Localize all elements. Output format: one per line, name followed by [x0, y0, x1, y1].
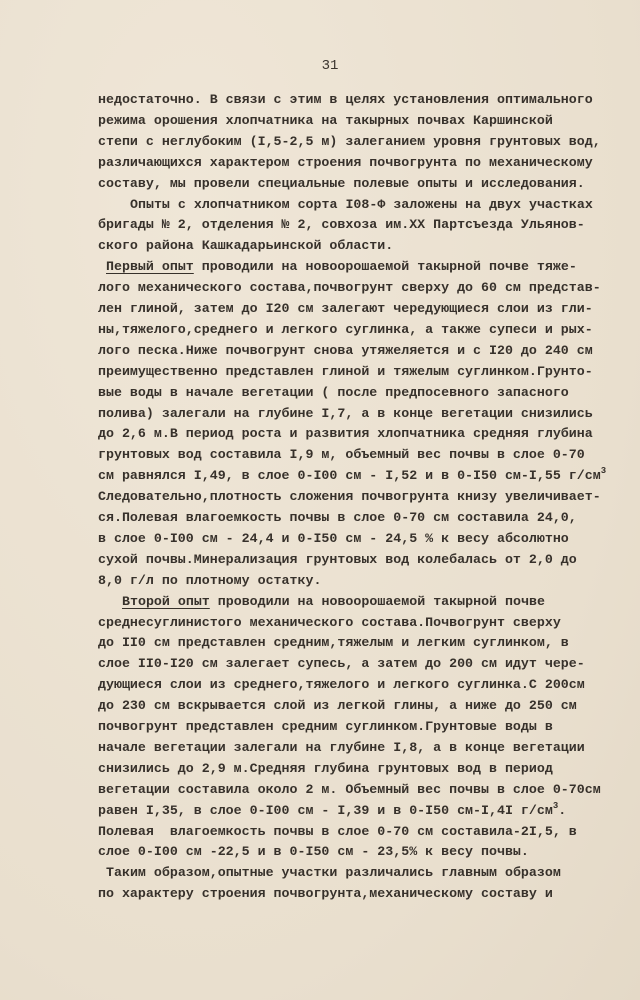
- text-line: [98, 800, 567, 819]
- text-line: [130, 197, 593, 213]
- text-line: [98, 322, 593, 338]
- text-line: [98, 92, 593, 108]
- line-text: ся.Полевая влагоемкость почвы в слое 0-70 см составила 24,0,: [98, 510, 577, 525]
- text-line: [98, 552, 577, 568]
- line-text: до 230 см вскрывается слой из легкой глины, а ниже до 250 см: [98, 698, 577, 714]
- text-line: [98, 824, 577, 840]
- text-line: [98, 238, 393, 254]
- text-line: [98, 113, 553, 129]
- text-line: [98, 343, 593, 359]
- text-line: [98, 134, 601, 150]
- text-line: [98, 782, 601, 798]
- line-text: Опыты с хлопчатником сорта I08-Ф заложены на двух участках: [130, 196, 593, 212]
- line-text: ского района Кашкадарьинской области.: [98, 238, 394, 254]
- line-text: сухой почвы.Минерализация грунтовых вод колебалась от 2,0 до: [98, 551, 577, 567]
- line-text: Таким образом,опытные участки различались главным образом: [106, 865, 561, 881]
- text-line: [98, 510, 577, 526]
- text-line: [98, 426, 593, 442]
- text-line: [98, 635, 569, 651]
- text-line: [98, 176, 585, 192]
- text-line: [98, 489, 601, 505]
- line-text: слое 0-I00 см -22,5 и в 0-I50 см - 23,5% к весу почвы.: [98, 844, 529, 860]
- text-line: [98, 301, 593, 317]
- line-text: вые воды в начале вегетации ( после предпосевного запасного: [98, 384, 569, 400]
- line-tail: .: [558, 802, 567, 818]
- text-line: [98, 280, 601, 296]
- superscript: 3: [552, 800, 559, 811]
- line-text: составу, мы провели специальные полевые опыты и исследования.: [98, 175, 585, 191]
- line-text: среднесуглинистого механического состава.Почвогрунт сверху: [98, 614, 561, 630]
- line-text: почвогрунт представлен средним суглинком.Грунтовые воды в: [98, 719, 553, 734]
- line-text: начале вегетации залегали на глубине I,8, а в конце вегетации: [98, 739, 585, 755]
- underlined-heading: Второй опыт: [122, 593, 210, 609]
- line-text: Полевая влагоемкость почвы в слое 0-70 см составила-2I,5, в: [98, 823, 577, 839]
- text-line: [122, 594, 545, 610]
- line-text: вегетации составила около 2 м. Объемный вес почвы в слое 0-70см: [98, 781, 601, 797]
- line-text: различающихся характером строения почвогрунта по механическому: [98, 154, 593, 170]
- text-line: [98, 656, 585, 672]
- line-text: Следовательно,плотность сложения почвогрунта книзу увеличивает-: [98, 489, 601, 505]
- text-line: [98, 155, 593, 171]
- line-text: до II0 см представлен средним,тяжелым и легким суглинком, в: [98, 635, 569, 651]
- text-line: [98, 385, 569, 401]
- line-text: равен I,35, в слое 0-I00 см - I,39 и в 0-I50 см-I,4I г/см: [98, 802, 553, 818]
- line-text: до 2,6 м.В период роста и развития хлопчатника средняя глубина: [98, 426, 593, 442]
- line-text: недостаточно. В связи с этим в целях установления оптимального: [98, 92, 593, 107]
- line-text: полива) залегали на глубине I,7, а в конце вегетации снизились: [98, 405, 593, 421]
- text-line: [98, 531, 569, 547]
- line-text: дующиеся слои из среднего,тяжелого и легкого суглинка.С 200см: [98, 677, 585, 693]
- line-text: снизились до 2,9 м.Средняя глубина грунтовых вод в период: [98, 760, 553, 776]
- text-line: [98, 615, 561, 631]
- line-text: лого механического состава,почвогрунт сверху до 60 см представ-: [98, 280, 601, 296]
- line-text: преимущественно представлен глиной и тяжелым суглинком.Грунто-: [98, 363, 593, 379]
- line-text: 8,0 г/л по плотному остатку.: [98, 572, 322, 588]
- text-line: [106, 865, 561, 881]
- line-text: лого песка.Ниже почвогрунт снова утяжеляется и с I20 до 240 см: [98, 342, 593, 358]
- line-text: лен глиной, затем до I20 см залегают чередующиеся слои из гли-: [98, 301, 593, 316]
- line-text: бригады № 2, отделения № 2, совхоза им.XX Партсъезда Ульянов-: [98, 217, 585, 233]
- text-line: [98, 447, 585, 463]
- text-line: [98, 698, 577, 714]
- line-text: по характеру строения почвогрунта,механическому составу и: [98, 886, 553, 902]
- text-line: [98, 886, 553, 902]
- text-line: [98, 740, 585, 756]
- line-text: режима орошения хлопчатника на такырных почвах Каршинской: [98, 112, 553, 128]
- text-line: [98, 573, 321, 589]
- text-line: [98, 844, 529, 860]
- page-number: 31: [321, 58, 339, 74]
- line-text: ны,тяжелого,среднего и легкого суглинка, а также супеси и рых-: [98, 321, 593, 337]
- line-text: см равнялся I,49, в слое 0-I00 см - I,52 и в 0-I50 см-I,55 г/см: [98, 468, 601, 484]
- text-line: [98, 761, 553, 777]
- line-text: грунтовых вод составила I,9 м, объемный вес почвы в слое 0-70: [98, 447, 585, 463]
- text-line: [98, 677, 585, 693]
- text-line: [98, 719, 553, 735]
- text-line: [98, 364, 593, 380]
- text-line: [98, 406, 593, 422]
- text-line: [106, 259, 577, 275]
- line-text: степи с неглубоким (I,5-2,5 м) залеганием уровня грунтовых вод,: [98, 133, 601, 149]
- line-text: слое II0-I20 см залегает супесь, а затем до 200 см идут чере-: [98, 656, 585, 672]
- underlined-heading: Первый опыт: [106, 259, 194, 275]
- line-text: проводили на новоорошаемой такырной почве тяже-: [193, 259, 577, 275]
- superscript: 3: [600, 466, 607, 477]
- text-line: [98, 468, 606, 484]
- line-text: проводили на новоорошаемой такырной почве: [209, 593, 545, 609]
- text-line: [98, 217, 585, 233]
- line-text: в слое 0-I00 см - 24,4 и 0-I50 см - 24,5 % к весу абсолютно: [98, 530, 569, 546]
